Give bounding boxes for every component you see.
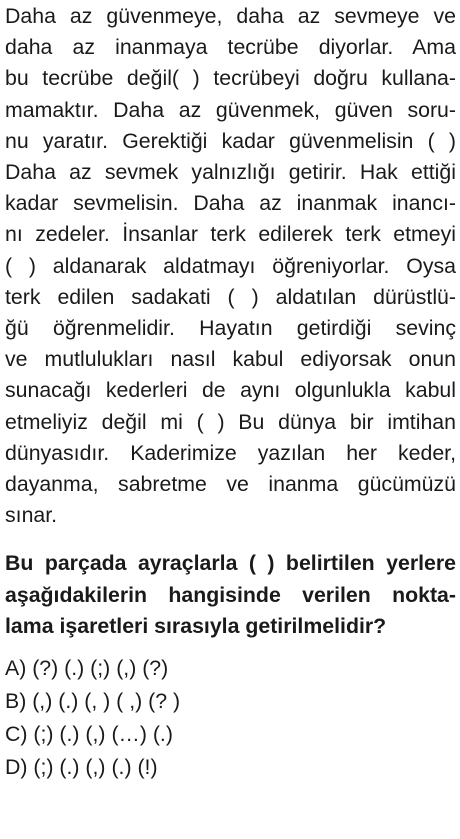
question-line: lama işaretleri sırasıyla getirilmelidir? bbox=[5, 613, 387, 638]
passage-line: bu tecrübe değil( ) tecrübeyi doğru kullana- bbox=[5, 66, 456, 91]
passage-line: dünyasıdır. Kaderimize yazılan her keder, bbox=[5, 440, 456, 465]
passage-line: ğü öğrenmelidir. Hayatın getirdiği sevinç bbox=[5, 316, 456, 341]
passage-line: etmeliyiz değil mi ( ) Bu dünya bir imtihan bbox=[5, 409, 456, 434]
reading-passage bbox=[5, 0, 456, 531]
passage-line: Daha az güvenmeye, daha az sevmeye ve bbox=[5, 4, 456, 28]
passage-line: ve mutlulukları nasıl kabul ediyorsak onun bbox=[5, 347, 456, 372]
option-a[interactable]: A) (?) (.) (;) (,) (?) bbox=[5, 656, 169, 681]
passage-line: terk edilen sadakati ( ) aldatılan dürüstlü- bbox=[5, 284, 456, 309]
passage-line: daha az inanmaya tecrübe diyorlar. Ama bbox=[5, 35, 456, 60]
passage-line: dayanma, sabretme ve inanma gücümüzü bbox=[5, 472, 456, 497]
passage-line: sunacağı kederleri de aynı olgunlukla kabul bbox=[5, 378, 456, 403]
option-b[interactable]: B) (,) (.) (, ) ( ,) (? ) bbox=[5, 689, 181, 714]
passage-line: sınar. bbox=[5, 503, 58, 528]
passage-line: mamaktır. Daha az güvenmek, güven soru- bbox=[5, 97, 456, 122]
question-line: Bu parçada ayraçlarla ( ) belirtilen yerlere bbox=[5, 551, 456, 576]
passage-line: ( ) aldanarak aldatmayı öğreniyorlar. Oysa bbox=[5, 253, 456, 278]
question-line: aşağıdakilerin hangisinde verilen nokta- bbox=[5, 582, 456, 607]
answer-options bbox=[5, 652, 456, 784]
passage-line: kadar sevmelisin. Daha az inanmak inancı- bbox=[5, 191, 456, 216]
passage-line: Daha az sevmek yalnızlığı getirir. Hak ettiği bbox=[5, 160, 456, 185]
option-d[interactable]: D) (;) (.) (,) (.) (!) bbox=[5, 755, 158, 780]
passage-line: nı zedeler. İnsanlar terk edilerek terk etmeyi bbox=[5, 222, 456, 247]
passage-line: nu yaratır. Gerektiği kadar güvenmelisin ( ) bbox=[5, 128, 456, 153]
option-c[interactable]: C) (;) (.) (,) (…) (.) bbox=[5, 722, 173, 747]
question-stem bbox=[5, 548, 456, 642]
